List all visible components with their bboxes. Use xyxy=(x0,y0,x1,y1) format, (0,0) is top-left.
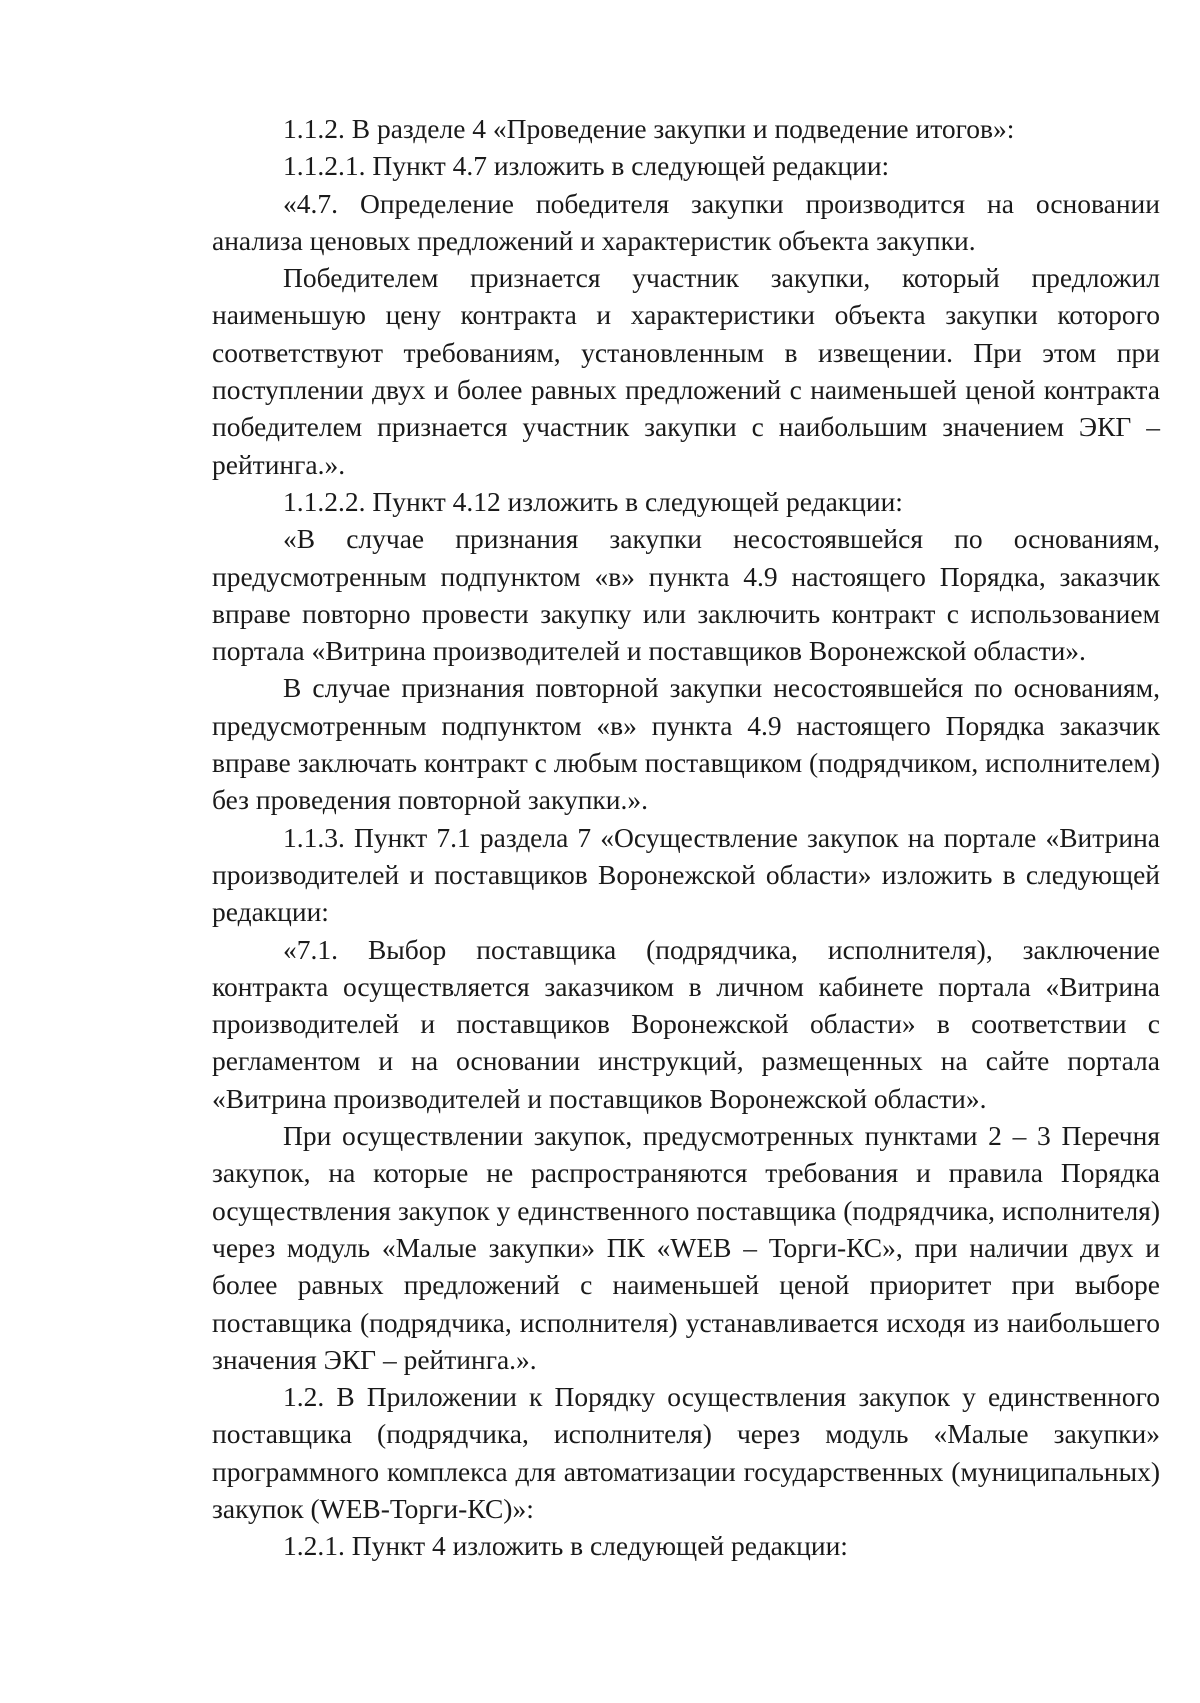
paragraph-repeat-purchase: В случае признания повторной закупки несостоявшейся по основаниям, предусмотренным подпунктом «в» пункта 4.9 настоящего Порядка заказчик вправе заключать контракт с любым поставщиком (подрядчиком, исполнителем) без проведения повторной закупки.». xyxy=(212,672,1160,816)
document-body xyxy=(212,110,1160,1565)
paragraph-winner: Победителем признается участник закупки, который предложил наименьшую цену контракта и характеристики объекта закупки которого соответствуют требованиям, установленным в извещении. При этом при поступлении двух и более равных предложений с наименьшей ценой контракта победителем признается участник закупки с наибольшим значением ЭКГ – рейтинга.». xyxy=(212,262,1160,480)
paragraph-1-1-3: 1.1.3. Пункт 7.1 раздела 7 «Осуществление закупок на портале «Витрина производителей и поставщиков Воронежской области» изложить в следующей редакции: xyxy=(212,821,1160,928)
paragraph-4-12: «В случае признания закупки несостоявшейся по основаниям, предусмотренным подпунктом «в» пункта 4.9 настоящего Порядка, заказчик вправе повторно провести закупку или заключить контракт с использованием портала «Витрина производителей и поставщиков Воронежской области». xyxy=(212,523,1160,667)
paragraph-1-1-2: 1.1.2. В разделе 4 «Проведение закупки и подведение итогов»: xyxy=(283,113,1015,144)
paragraph-1-1-2-1: 1.1.2.1. Пункт 4.7 изложить в следующей редакции: xyxy=(283,150,890,182)
paragraph-4-7: «4.7. Определение победителя закупки производится на основании анализа ценовых предложений и характеристик объекта закупки. xyxy=(212,187,1160,256)
paragraph-1-2: 1.2. В Приложении к Порядку осуществления закупок у единственного поставщика (подрядчика, исполнителя) через модуль «Малые закупки» программного комплекса для автоматизации государственных (муниципальных) закупок (WEB-Торги-КС)»: xyxy=(212,1381,1160,1524)
paragraph-7-1: «7.1. Выбор поставщика (подрядчика, исполнителя), заключение контракта осуществляется заказчиком в личном кабинете портала «Витрина производителей и поставщиков Воронежской области» в соответствии с регламентом и на основании инструкций, размещенных на сайте портала «Витрина производителей и поставщиков Воронежской области». xyxy=(212,933,1160,1114)
paragraph-purchases-list: При осуществлении закупок, предусмотренных пунктами 2 – 3 Перечня закупок, на которые не распространяются требования и правила Порядка осуществления закупок у единственного поставщика (подрядчика, исполнителя) через модуль «Малые закупки» ПК «WEB – Торги-КС», при наличии двух и более равных предложений с наименьшей ценой приоритет при выборе поставщика (подрядчика, исполнителя) устанавливается исходя из наибольшего значения ЭКГ – рейтинга.». xyxy=(212,1120,1160,1375)
paragraph-1-1-2-2: 1.1.2.2. Пункт 4.12 изложить в следующей редакции: xyxy=(283,485,903,517)
paragraph-1-2-1: 1.2.1. Пункт 4 изложить в следующей редакции: xyxy=(283,1530,848,1562)
